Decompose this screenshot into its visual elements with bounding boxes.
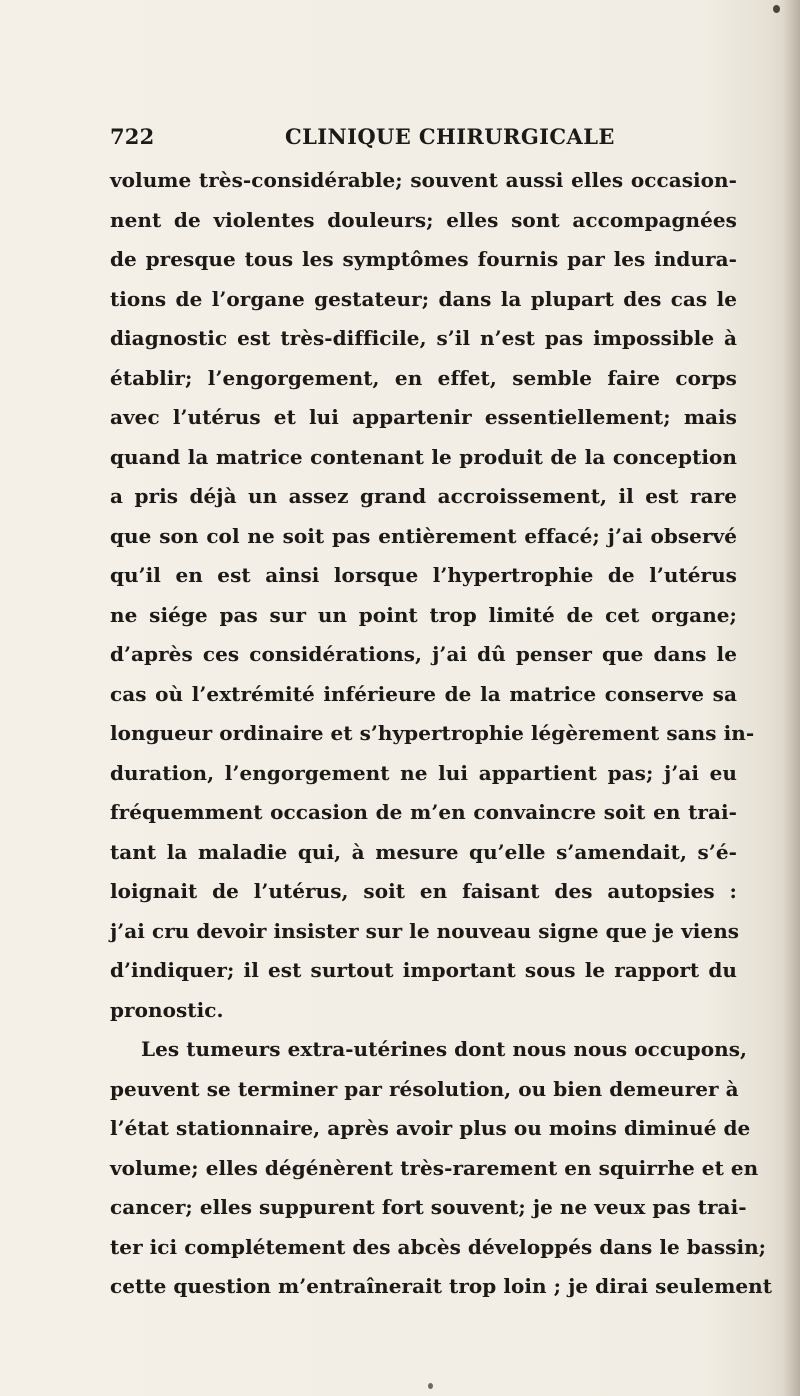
text-line: nent de violentes douleurs; elles sont accompagnées: [110, 207, 737, 232]
text-line: qu’il en est ainsi lorsque l’hypertrophie de l’utérus: [110, 563, 737, 587]
text-line: d’indiquer; il est surtout important sous le rapport du: [110, 958, 737, 982]
running-head: CLINIQUE CHIRURGICALE: [285, 124, 615, 149]
page-header: [110, 124, 710, 154]
paper-mark: [428, 1383, 433, 1389]
page-edge-shadow: [782, 0, 800, 1396]
text-line: établir; l’engorgement, en effet, semble faire corps: [110, 365, 737, 390]
text-line: que son col ne soit pas entièrement effacé; j’ai observé: [110, 523, 737, 548]
text-line: ne siége pas sur un point trop limité de cet organe;: [110, 602, 737, 627]
paragraph-start-line: Les tumeurs extra-utérines dont nous nous occupons,: [141, 1037, 748, 1061]
text-line: volume très-considérable; souvent aussi elles occasion-: [110, 168, 737, 192]
text-line: ter ici complétement des abcès développés dans le bassin;: [110, 1234, 767, 1259]
text-line: de presque tous les symptômes fournis par les indura-: [110, 247, 737, 271]
text-line: longueur ordinaire et s’hypertrophie légèrement sans in-: [110, 721, 755, 745]
text-line: peuvent se terminer par résolution, ou bien demeurer à: [110, 1076, 739, 1101]
text-line: a pris déjà un assez grand accroissement, il est rare: [110, 484, 737, 508]
text-line: j’ai cru devoir insister sur le nouveau signe que je viens: [110, 918, 740, 943]
body-text: [110, 161, 773, 1307]
text-line: l’état stationnaire, après avoir plus ou moins diminué de: [110, 1116, 751, 1140]
text-line: d’après ces considérations, j’ai dû penser que dans le: [110, 642, 737, 666]
text-line: loignait de l’utérus, soit en faisant des autopsies :: [110, 879, 737, 903]
text-line: duration, l’engorgement ne lui appartient pas; j’ai eu: [110, 760, 737, 785]
ink-speck: [773, 5, 780, 13]
text-line: cette question m’entraînerait trop loin ; je dirai seulement: [110, 1274, 773, 1298]
text-line: cas où l’extrémité inférieure de la matrice conserve sa: [110, 681, 737, 706]
text-line: fréquemment occasion de m’en convaincre soit en trai-: [110, 800, 737, 824]
text-line: tions de l’organe gestateur; dans la plupart des cas le: [110, 286, 737, 311]
text-line: volume; elles dégénèrent très-rarement en squirrhe et en: [110, 1155, 759, 1180]
page-number: 722: [110, 124, 155, 149]
text-line: cancer; elles suppurent fort souvent; je ne veux pas trai-: [110, 1195, 747, 1219]
text-line: avec l’utérus et lui appartenir essentiellement; mais: [110, 405, 737, 429]
text-line: tant la maladie qui, à mesure qu’elle s’amendait, s’é-: [110, 839, 737, 864]
text-line: diagnostic est très-difficile, s’il n’est pas impossible à: [110, 326, 737, 350]
text-line: pronostic.: [110, 997, 224, 1022]
text-line: quand la matrice contenant le produit de la conception: [110, 444, 737, 469]
